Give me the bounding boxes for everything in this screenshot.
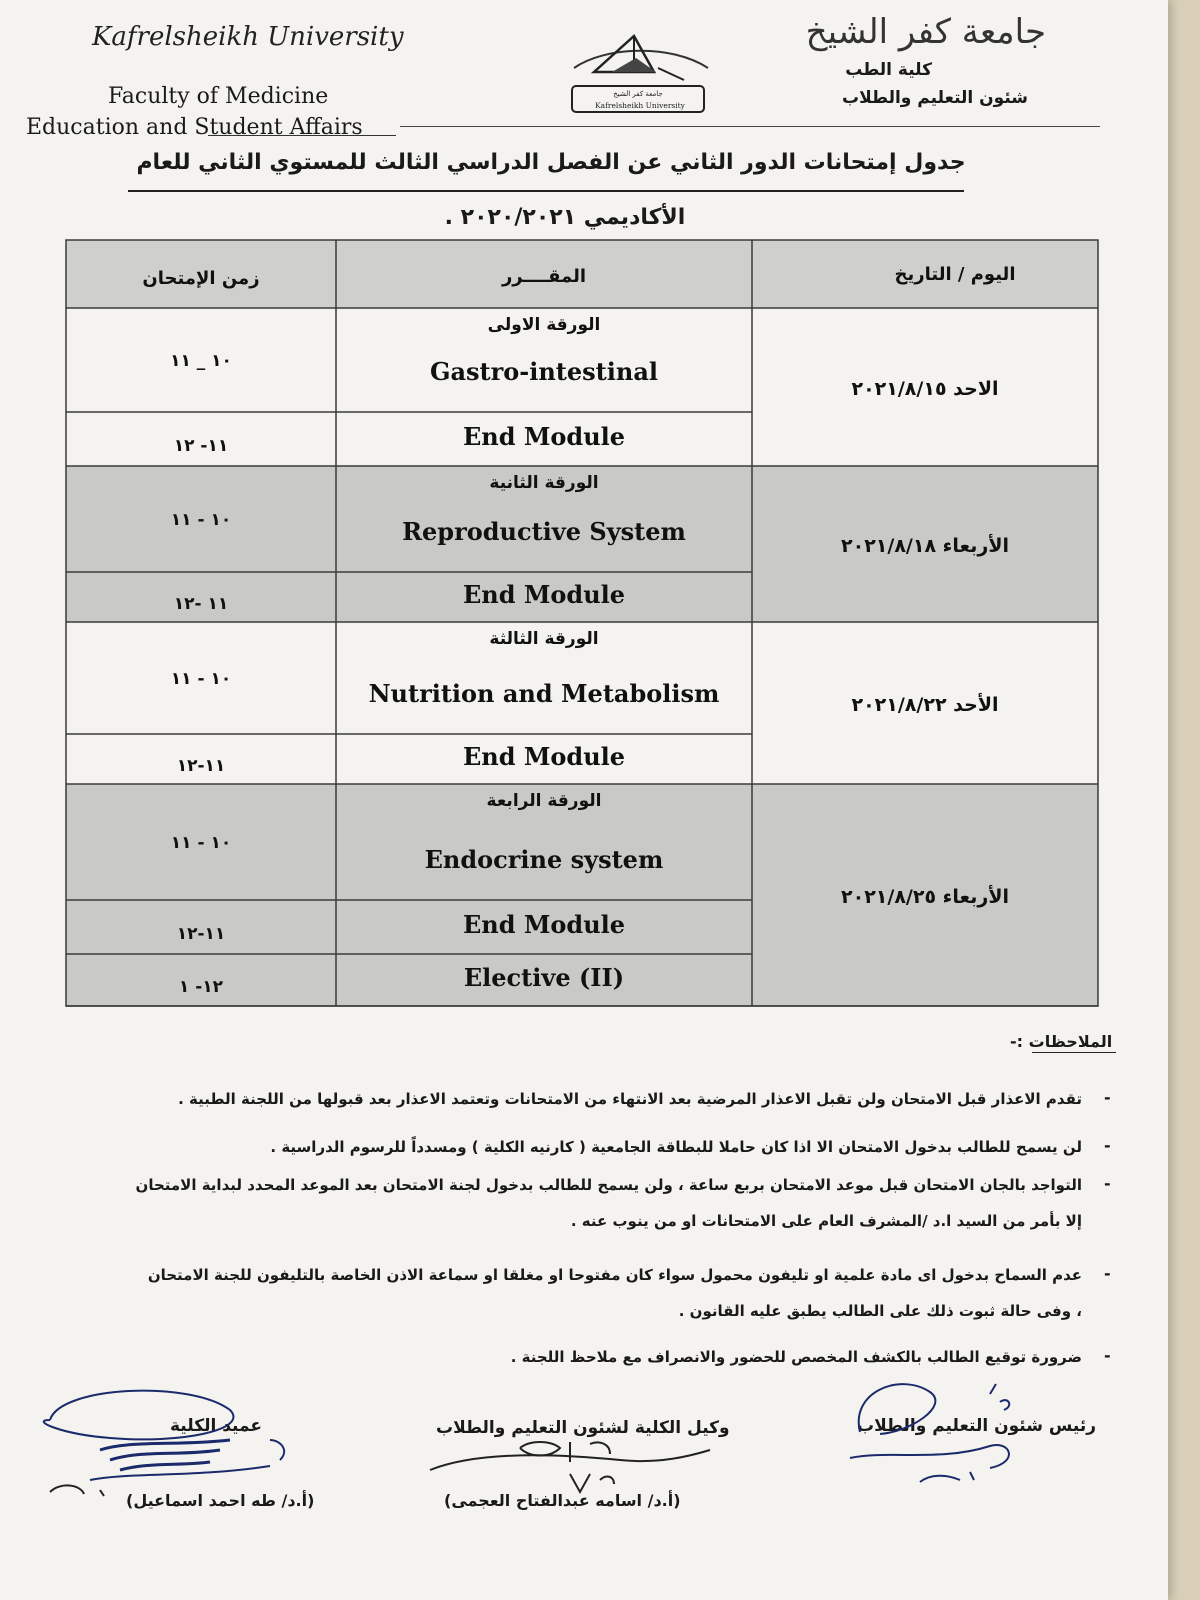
exam-date: الأحد ٢٠٢١/٨/٢٢ [851,694,999,716]
note-text: التواجد بالجان الامتحان قبل موعد الامتحان بربع ساعة ، ولن يسمح للطالب بدخول لجنة الامتحان بعد الموعد المحدد لبداية الامتحان [135,1176,1082,1194]
notes-heading: الملاحظات :- [1010,1032,1113,1051]
course-name: End Module [462,910,626,939]
logo-text-ar: جامعة كفر الشيخ [613,90,663,98]
document-title: جدول إمتحانات الدور الثاني عن الفصل الدراسي الثالث للمستوي الثاني للعام [136,150,966,175]
signature-name-dean: (أ.د/ طه احمد اسماعيل) [126,1491,315,1510]
note-text: لن يسمح للطالب بدخول الامتحان الا اذا كان حاملا للبطاقة الجامعية ( كارنيه الكلية ) ومسدداً للرسوم الدراسية . [270,1138,1082,1156]
course-name: Endocrine system [424,845,664,874]
header-time: زمن الإمتحان [142,268,260,289]
exam-time: ١٠ - ١١ [170,510,232,530]
exam-date: الأربعاء ٢٠٢١/٨/٢٥ [841,886,1009,908]
course-name: Reproductive System [402,517,686,546]
signature-title-dean: عميد الكلية [170,1416,262,1436]
exam-time: ١٠ - ١١ [170,833,232,853]
course-name: Elective (II) [463,963,625,992]
signature-title-vice-dean: وكيل الكلية لشئون التعليم والطلاب [436,1418,730,1438]
notes-underline [1032,1052,1116,1053]
faculty-name-en: Faculty of Medicine [108,84,329,109]
note-text: ، وفى حالة ثبوت ذلك على الطالب يطبق عليه القانون . [678,1302,1082,1320]
paper-label: الورقة الاولى [487,315,601,335]
handwritten-signature-dean [30,1380,300,1510]
paper-label: الورقة الرابعة [486,791,602,811]
logo-text-en: Kafrelsheikh University [595,101,685,110]
note-bullet: - [1104,1136,1111,1155]
note-text: تقدم الاعذار قبل الامتحان ولن تقبل الاعذار المرضية بعد الانتهاء من الامتحانات وتعتمد الاعذار بعد قبولها من اللجنة الطبية . [178,1090,1082,1108]
note-text: عدم السماح بدخول اى مادة علمية او تليفون محمول سواء كان مفتوحا او مغلقا او سماعة الاذن الخاصة بالتليفون للجنة الامتحان [147,1266,1082,1284]
handwritten-signature-vice-dean [420,1430,720,1500]
header-course: المقــــرر [501,266,587,287]
note-bullet: - [1104,1174,1111,1193]
faculty-name-ar: كلية الطب [845,60,932,80]
document-title-year: الأكاديمي ٢٠٢٠/٢٠٢١ . [444,205,686,230]
department-name-ar: شئون التعليم والطلاب [842,88,1028,108]
exam-time: ١١ -١٢ [173,594,229,614]
note-text: إلا بأمر من السيد ا.د /المشرف العام على الامتحانات او من ينوب عنه . [570,1212,1082,1230]
exam-time: ١١- ١٢ [173,436,229,456]
note-bullet: - [1104,1088,1111,1107]
exam-time: ١٠ _ ١١ [170,351,232,371]
university-name-ar: جامعة كفر الشيخ [805,12,1046,52]
note-bullet: - [1104,1346,1111,1365]
note-bullet: - [1104,1264,1111,1283]
paper-label: الورقة الثانية [489,473,599,493]
exam-time: ١٢- ١ [178,977,224,997]
course-name: End Module [462,742,626,771]
course-name: Gastro-intestinal [429,357,659,386]
exam-time: ١١-١٢ [176,924,226,944]
university-name-en: Kafrelsheikh University [92,22,404,52]
signature-name-vice-dean: (أ.د/ اسامه عبدالفتاح العجمى) [444,1491,681,1510]
handwritten-signature-head [840,1372,1040,1492]
exam-date: الأربعاء ٢٠٢١/٨/١٨ [841,535,1009,557]
course-name: Nutrition and Metabolism [368,679,720,708]
exam-time: ١٠ - ١١ [170,669,232,689]
department-name-en: Education and Student Affairs [26,115,363,140]
course-name: End Module [462,422,626,451]
exam-time: ١١-١٢ [176,756,226,776]
note-text: ضرورة توقيع الطالب بالكشف المخصص للحضور والانصراف مع ملاحظ اللجنة . [510,1348,1082,1366]
signature-title-head: رئيس شئون التعليم والطلاب [856,1416,1096,1436]
paper-label: الورقة الثالثة [489,629,599,649]
exam-date: الاحد ٢٠٢١/٨/١٥ [851,378,999,400]
course-name: End Module [462,580,626,609]
header-date: اليوم / التاريخ [894,264,1016,285]
